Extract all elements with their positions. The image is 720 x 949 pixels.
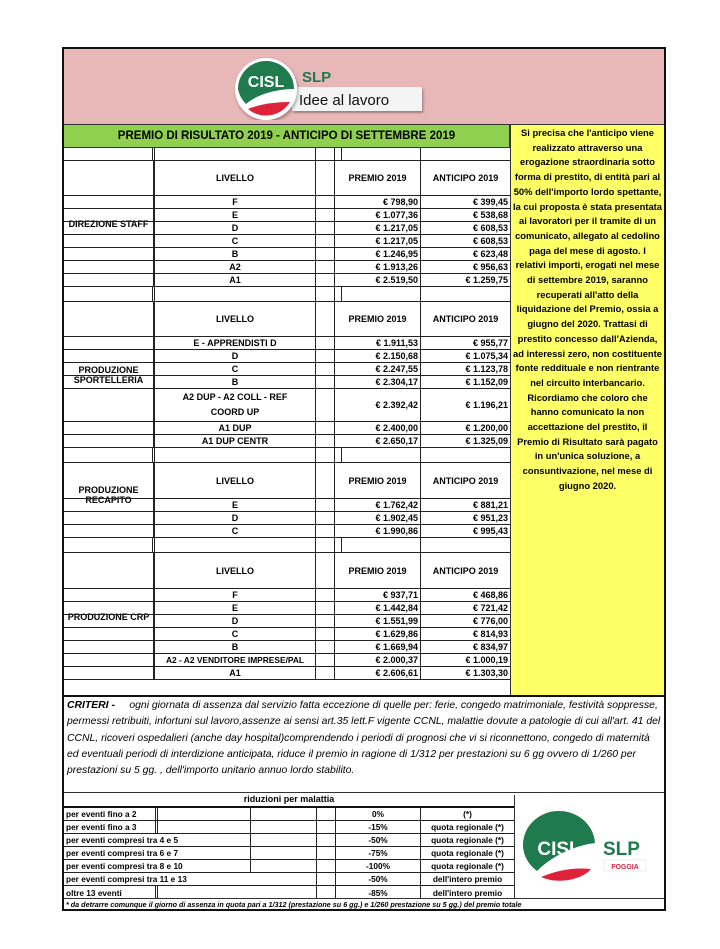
header-banner (64, 49, 664, 125)
page-title: PREMIO DI RISULTATO 2019 - ANTICIPO DI SETTEMBRE 2019 (64, 125, 510, 148)
header-row: LIVELLO PREMIO 2019 ANTICIPO 2019 (64, 553, 510, 589)
table-row: A1 € 2.606,61 € 1.303,30 (64, 667, 510, 680)
side-note: Si precisa che l'anticipo viene realizzato attraverso una erogazione straordinaria sotto forma di prestito, di entità pari al 50% dell'importo lordo spettante, la cui proposta è stata presentata ai lavoratori per il tramite di un comunicato, allegato al cedolino paga del mese di agosto. I relativi importi, erogati nel mese di settembre 2019, saranno recuperati all'atto della liquidazione del Premio, ossia a giugno del 2020. Trattasi di prestito concesso dall'Azienda, ad interessi zero, non costituente fonte reddituale e non rientrante nel circuito interbancario. Ricordiamo che coloro che hanno comunicato la non accettazione del prestito, il Premio di Risultato sarà pagato in un'unica soluzione, a consuntivazione, nel mese di giugno 2020. (510, 125, 664, 695)
table-row: D € 2.150,68 € 1.075,34 (64, 350, 510, 363)
reductions-table (64, 793, 514, 898)
svg-text:CISL: CISL (537, 839, 581, 860)
reduction-row: per eventi compresi tra 11 e 13 -50% dell'intero premio (64, 873, 514, 886)
table-row: B € 1.669,94 € 834,97 (64, 641, 510, 654)
criteria-label: CRITERI - (67, 700, 115, 711)
table-row: D € 1.217,05 € 608,53 (64, 222, 510, 235)
spacer-row (64, 148, 510, 161)
table-row: E € 1.762,42 € 881,21 (64, 499, 510, 512)
footnote: * da detrarre comunque il giorno di assenza in quota pari a 1/312 (prestazione su 6 gg.) e 1/260 prestazione su 5 gg.) del premio totale (64, 898, 664, 910)
group-label: PRODUZIONE CRP (64, 553, 155, 680)
svg-text:FOGGIA: FOGGIA (611, 864, 639, 871)
header-row: LIVELLO PREMIO 2019 ANTICIPO 2019 (64, 302, 510, 337)
table-row: A2 DUP - A2 COLL - REF COORD UP € 2.392,42 € 1.196,21 (64, 389, 510, 422)
reduction-row: oltre 13 eventi -85% dell'intero premio (66, 887, 503, 898)
header-row: LIVELLO PREMIO 2019 ANTICIPO 2019 (64, 463, 510, 499)
table-row: E € 1.442,84 € 721,42 (64, 602, 510, 615)
table-row: D € 1.902,45 € 951,23 (64, 512, 510, 525)
reductions-title: riduzioni per malattia (64, 793, 514, 808)
group-label: PRODUZIONE RECAPITO (64, 463, 155, 538)
table-row: C € 1.217,05 € 608,53 (64, 235, 510, 248)
spacer-row (64, 448, 510, 463)
table-row: C € 2.247,55 € 1.123,78 (64, 363, 510, 376)
header-row: LIVELLO PREMIO 2019 ANTICIPO 2019 (64, 161, 510, 196)
table-row: B € 2.304,17 € 1.152,09 (64, 376, 510, 389)
cisl-slp-foggia-logo-icon (515, 795, 665, 899)
table-row: C € 1.990,86 € 995,43 (64, 525, 510, 538)
svg-text:Idee al lavoro: Idee al lavoro (299, 92, 390, 109)
table-row: A2 - A2 VENDITORE IMPRESE/PAL € 2.000,37 € 1.000,19 (64, 654, 510, 667)
spacer-row (64, 287, 510, 302)
table-row: F € 798,90 € 399,45 (64, 196, 510, 209)
table-row: A1 € 2.519,50 € 1.259,75 (64, 274, 510, 287)
group-label: DIREZIONE STAFF (64, 161, 155, 287)
table-row: E - APPRENDISTI D € 1.911,53 € 955,77 (64, 337, 510, 350)
footer-logo-cell (514, 795, 664, 899)
reduction-row: per eventi compresi tra 8 e 10 -100% quota regionale (*) (64, 860, 514, 873)
table-row: A2 € 1.913,26 € 956,63 (64, 261, 510, 274)
reduction-row: per eventi fino a 3 -15% quota regionale (*) (64, 821, 514, 834)
table-row: A1 DUP CENTR € 2.650,17 € 1.325,09 (64, 435, 510, 448)
reduction-row: per eventi fino a 2 0% (*) (64, 808, 514, 821)
reduction-row: per eventi compresi tra 6 e 7 -75% quota regionale (*) (64, 847, 514, 860)
table-row: C € 1.629,86 € 814,93 (64, 628, 510, 641)
table-row: F € 937,71 € 468,86 (64, 589, 510, 602)
table-row: A1 DUP € 2.400,00 € 1.200,00 (64, 422, 510, 435)
table-row: E € 1.077,36 € 538,68 (64, 209, 510, 222)
table-row: B € 1.246,95 € 623,48 (64, 248, 510, 261)
group-label: PRODUZIONE SPORTELLERIA (64, 302, 155, 448)
criteria-text: CRITERI - ogni giornata di assenza dal servizio fatta eccezione di quelle per: ferie, congedo matrimoniale, festività soppresse, permessi retribuiti, infortuni sul lavoro,assenze ai sensi art.35 lett.F vigente CCNL, malattie dovute a patologie di cui all'art. 41 del CCNL, ricoveri ospedalieri (anche day hospital)comprendendo i periodi di prognosi che vi si riconnettono, congedo di maternità ed eventuali periodi di interdizione anticipata, riduce il premio in ragione di 1/312 per prestazioni su 6 gg ovvero di 1/260 per prestazioni su 5 gg. , dell'importo unitario annuo lordo stabilito. (64, 695, 664, 793)
svg-text:SLP: SLP (302, 69, 332, 86)
reduction-row: per eventi compresi tra 4 e 5 -50% quota regionale (*) (64, 834, 514, 847)
svg-text:CISL: CISL (247, 74, 285, 91)
premium-table (64, 148, 510, 695)
cisl-logo-icon (232, 56, 432, 120)
spacer-row (64, 538, 510, 553)
svg-text:SLP: SLP (603, 839, 640, 860)
table-row: D € 1.551,99 € 776,00 (64, 615, 510, 628)
spacer-row (64, 680, 510, 695)
